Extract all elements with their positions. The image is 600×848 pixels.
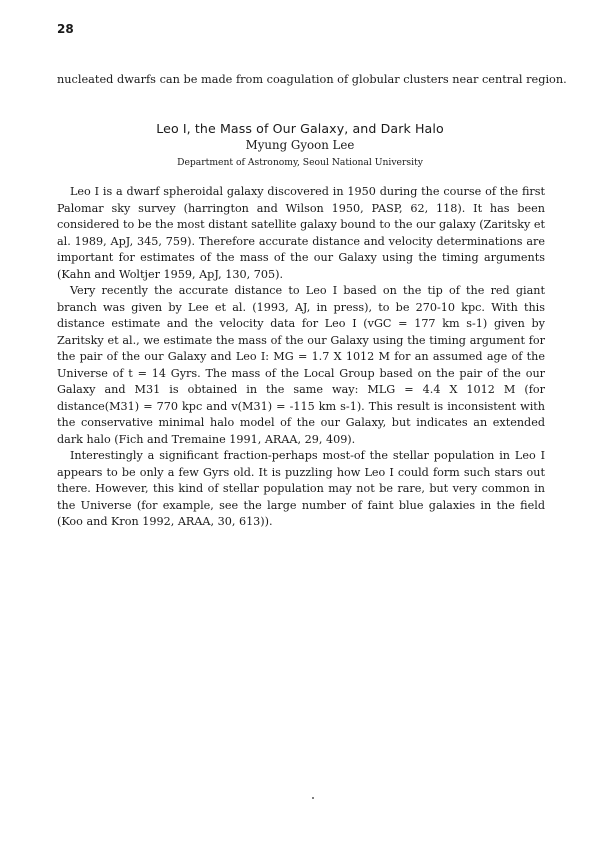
carryover-text: nucleated dwarfs can be made from coagulation of globular clusters near central region. xyxy=(57,73,567,86)
paragraph-1: Leo I is a dwarf spheroidal galaxy discovered in 1950 during the course of the first Palomar sky survey (harrington and Wilson 1950, PASP, 62, 118). It has been considered to be the most distant satellite galaxy bound to the our galaxy (Zaritsky et al. 1989, ApJ, 345, 759). Therefore accurate distance and velocity determinations are important for estimates of the mass of the our Galaxy using the timing arguments (Kahn and Woltjer 1959, ApJ, 130, 705). xyxy=(57,185,545,281)
article-title: Leo I, the Mass of Our Galaxy, and Dark Halo xyxy=(156,121,444,136)
footer-dot xyxy=(312,797,314,799)
article-author: Myung Gyoon Lee xyxy=(245,138,355,152)
paragraph-2: Very recently the accurate distance to Leo I based on the tip of the red giant branch was given by Lee et al. (1993, AJ, in press), to be 270-10 kpc. With this distance estimate and the velocity data for Leo I (vGC = 177 km s-1) given by Zaritsky et al., we estimate the mass of the our Galaxy using the timing argument for the pair of the our Galaxy and Leo I: MG = 1.7 X 1012 M for an assumed age of the Universe of t = 14 Gyrs. The mass of the Local Group based on the pair of the our Galaxy and M31 is obtained in the same way: MLG = 4.4 X 1012 M (for distance(M31) = 770 kpc and v(M31) = -115 km s-1). This result is inconsistent with the conservative minimal halo model of the our Galaxy, but indicates an extended dark halo (Fich and Tremaine 1991, ARAA, 29, 409). xyxy=(57,284,545,446)
article-body xyxy=(57,184,545,531)
article-affiliation: Department of Astronomy, Seoul National University xyxy=(177,157,423,168)
page-number: 28 xyxy=(57,22,74,36)
paragraph-3: Interestingly a significant fraction-perhaps most-of the stellar population in Leo I appears to be only a few Gyrs old. It is puzzling how Leo I could form such stars out there. However, this kind of stellar population may not be rare, but very common in the Universe (for example, see the large number of faint blue galaxies in the field (Koo and Kron 1992, ARAA, 30, 613)). xyxy=(57,449,545,528)
